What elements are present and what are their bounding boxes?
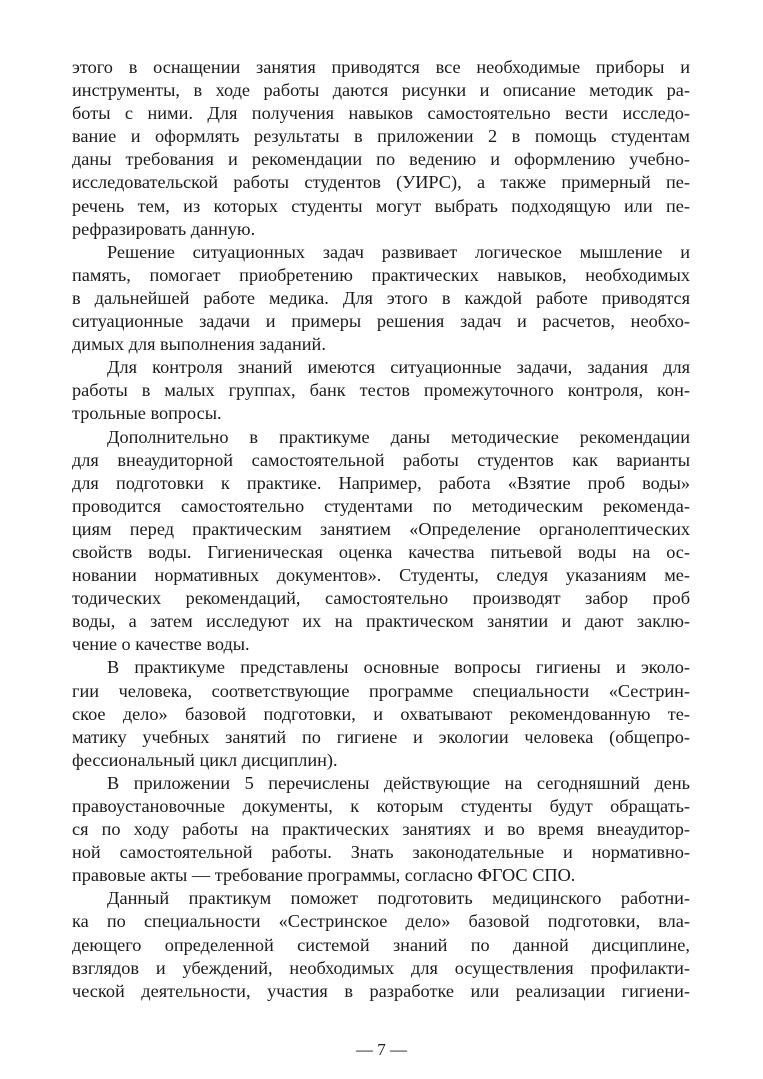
text-line: правовые акты — требование программы, согласно ФГОС СПО. — [72, 865, 576, 886]
text-line: ся по ходу работы на практических занятиях и во время внеаудитор- — [72, 819, 690, 840]
text-line: димых для выполнения заданий. — [72, 334, 326, 355]
text-line: ческой деятельности, участия в разработке или реализации гигиени- — [72, 980, 690, 1001]
text-line: новании нормативных документов». Студенты, следуя указаниям ме- — [72, 565, 690, 586]
text-line: память, помогает приобретению практических навыков, необходимых — [72, 264, 690, 285]
text-line: Данный практикум поможет подготовить медицинского работни- — [107, 888, 690, 909]
page-body-text — [72, 56, 690, 1003]
text-line: фессиональный цикл дисциплин). — [72, 749, 338, 770]
text-line: рефразировать данную. — [72, 218, 256, 239]
text-line: вание и оформлять результаты в приложении 2 в помощь студентам — [72, 126, 690, 147]
text-line: в дальнейшей работе медика. Для этого в каждой работе приводятся — [72, 287, 690, 308]
text-line: трольные вопросы. — [72, 403, 222, 424]
text-line: ка по специальности «Сестринское дело» базовой подготовки, вла- — [72, 911, 690, 932]
text-line: даны требования и рекомендации по ведению и оформлению учебно- — [72, 149, 690, 170]
text-line: работы в малых группах, банк тестов промежуточного контроля, кон- — [72, 380, 690, 401]
text-line: циям перед практическим занятием «Определение органолептических — [72, 518, 690, 539]
text-line: Дополнительно в практикуме даны методические рекомендации — [107, 426, 690, 447]
text-line: Для контроля знаний имеются ситуационные задачи, задания для — [107, 357, 690, 378]
text-line: проводится самостоятельно студентами по методическим рекоменда- — [72, 495, 690, 516]
page-number: — 7 — — [356, 1040, 407, 1059]
text-line: ситуационные задачи и примеры решения задач и расчетов, необхо- — [72, 311, 690, 332]
text-line: взглядов и убеждений, необходимых для осуществления профилакти- — [72, 957, 690, 978]
text-line: чение о качестве воды. — [72, 634, 250, 655]
text-line: боты с ними. Для получения навыков самостоятельно вести исследо- — [72, 103, 690, 124]
text-line: ское дело» базовой подготовки, и охватывают рекомендованную те- — [72, 703, 690, 724]
text-line: свойств воды. Гигиеническая оценка качества питьевой воды на ос- — [72, 541, 690, 562]
text-line: этого в оснащении занятия приводятся все необходимые приборы и — [72, 57, 690, 77]
text-line: деющего определенной системой знаний по данной дисциплине, — [72, 934, 690, 955]
text-line: ной самостоятельной работы. Знать законодательные и нормативно- — [72, 842, 690, 863]
text-line: Решение ситуационных задач развивает логическое мышление и — [107, 241, 690, 262]
text-line: В практикуме представлены основные вопросы гигиены и эколо- — [107, 657, 690, 678]
text-line: исследовательской работы студентов (УИРС), а также примерный пе- — [72, 172, 690, 193]
text-line: матику учебных занятий по гигиене и экологии человека (общепро- — [72, 726, 690, 747]
text-line: тодических рекомендаций, самостоятельно производят забор проб — [72, 588, 690, 609]
text-line: правоустановочные документы, к которым студенты будут обращать- — [72, 796, 690, 816]
text-line: гии человека, соответствующие программе специальности «Сестрин- — [72, 680, 690, 701]
text-line: инструменты, в ходе работы даются рисунки и описание методик ра- — [72, 80, 690, 101]
text-line: В приложении 5 перечислены действующие на сегодняшний день — [107, 772, 690, 793]
text-line: воды, а затем исследуют их на практическом занятии и дают заклю- — [72, 611, 690, 632]
text-line: для внеаудиторной самостоятельной работы студентов как варианты — [72, 449, 690, 470]
text-line: для подготовки к практике. Например, работа «Взятие проб воды» — [72, 472, 690, 493]
text-line: речень тем, из которых студенты могут выбрать подходящую или пе- — [72, 195, 690, 216]
